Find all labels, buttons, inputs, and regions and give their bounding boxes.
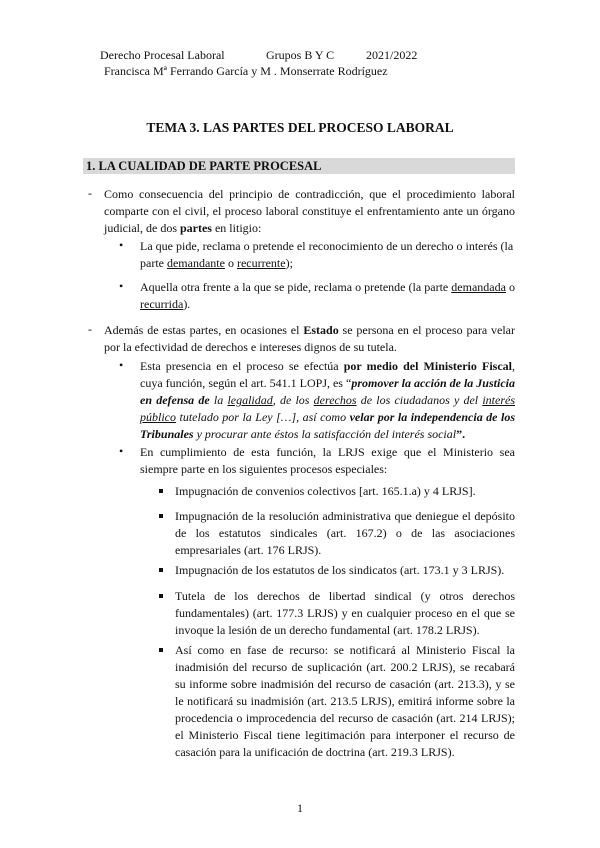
text-run: Como consecuencia del principio de contradicción, que el procedimiento laboral comparte con el civil, el proceso laboral constituye el enfrentamiento ante un órgano judicial, de dos [104, 187, 515, 235]
paragraph-state [104, 322, 515, 356]
text-run: , cuya función, según el art. 541.1 LOPJ, es “ [140, 359, 515, 390]
header-year: 2021/2022 [366, 48, 418, 62]
bullet-marker: • [119, 238, 124, 252]
paragraph-contradiction [104, 186, 515, 237]
text-run: Esta presencia en el proceso se efectúa [140, 359, 344, 373]
bullet-lrjs: En cumplimiento de esta función, la LRJS exige que el Ministerio sea siempre parte en los siguientes procesos especiales: [140, 445, 515, 476]
term-recurrida: recurrida [140, 297, 184, 311]
term-publico: público [140, 410, 176, 424]
text-run: Además de estas partes, en ocasiones el [104, 323, 304, 337]
dash-marker: - [88, 322, 92, 336]
bullet-defendant [140, 279, 515, 313]
list-item: Impugnación de convenios colectivos [art. 165.1.a) y 4 LRJS]. [175, 484, 476, 498]
term-legalidad: legalidad [227, 393, 273, 407]
list-item: Así como en fase de recurso: se notificará al Ministerio Fiscal la inadmisión del recurso de suplicación (art. 200.2 LRJS), se recabará su informe sobre inadmisión del recurso de casación (art. 213.3), y se le notificará su inadmisión (art. 213.5 LRJS), emitirá informe sobre la procedencia o improcedencia del recurso de casación (art. 214 LRJS); el Ministerio Fiscal tiene legitimación para interponer el recurso de casación para la unificación de doctrina (art. 219.3 LRJS). [175, 643, 515, 759]
square-bullet [159, 489, 163, 493]
emphasis-ministerio-fiscal: por medio del Ministerio Fiscal [343, 359, 512, 373]
text-run: o [505, 280, 515, 294]
header-course: Derecho Procesal Laboral [100, 48, 225, 62]
quote-run: , de los [272, 393, 314, 407]
term-recurrente: recurrente [236, 256, 286, 270]
emphasis-partes: partes [179, 221, 212, 235]
text-run: ); [285, 256, 293, 270]
text-run: en litigio: [211, 221, 262, 235]
square-bullet [159, 568, 163, 572]
list-item: Impugnación de la resolución administrativa que deniegue el depósito de los estatutos sindicales (art. 167.2) o de las asociaciones empresariales (art. 176 LRJS). [175, 509, 515, 557]
emphasis-estado: Estado [303, 323, 339, 337]
square-bullet [159, 594, 163, 598]
document-title: TEMA 3. LAS PARTES DEL PROCESO LABORAL [146, 120, 454, 135]
text-run: ”. [456, 427, 466, 441]
text-run: Aquella otra frente a la que se pide, reclama o pretende (la parte [140, 280, 452, 294]
quote-run: de los ciudadanos y del [356, 393, 483, 407]
header-groups: Grupos B Y C [266, 48, 335, 62]
quote-run: velar por la independencia de los Tribunales [140, 410, 516, 441]
term-derechos: derechos [313, 393, 357, 407]
text-run: ). [183, 297, 191, 311]
list-item: Tutela de los derechos de libertad sindical (y otros derechos fundamentales) (art. 177.3 LRJS) y en cualquier proceso en el que se invoque la lesión de un derecho fundamental (art. 178.2 LRJS). [175, 589, 515, 637]
quote-run: la [213, 393, 228, 407]
quote-run: y procurar ante éstos la satisfacción del interés social [193, 427, 457, 441]
quote-run: tutelado por la Ley […], así como [176, 410, 350, 424]
bullet-fiscal [140, 358, 515, 443]
text-run: se persona en el proceso para velar por la efectividad de derechos e intereses dignos de su tutela. [104, 323, 516, 354]
text-run: La que pide, reclama o pretende el reconocimiento de un derecho o interés (la parte [140, 239, 514, 270]
square-bullet [159, 648, 163, 652]
bullet-marker: • [119, 358, 124, 372]
page-number: 1 [297, 801, 303, 815]
term-demandante: demandante [166, 256, 225, 270]
bullet-claimant [140, 238, 515, 272]
header-authors: Francisca Mª Ferrando García y M . Monserrate Rodríguez [104, 64, 388, 78]
text-run: o [224, 256, 237, 270]
list-item: Impugnación de los estatutos de los sindicatos (art. 173.1 y 3 LRJS). [175, 563, 505, 577]
quote-run: promover la acción de la Justicia en defensa de [140, 376, 515, 407]
term-interes: interés [482, 393, 515, 407]
dash-marker: - [88, 186, 92, 200]
term-demandada: demandada [451, 280, 506, 294]
bullet-marker: • [119, 444, 124, 458]
square-bullet [159, 514, 163, 518]
section-heading: 1. LA CUALIDAD DE PARTE PROCESAL [86, 159, 322, 173]
bullet-marker: • [119, 279, 124, 293]
